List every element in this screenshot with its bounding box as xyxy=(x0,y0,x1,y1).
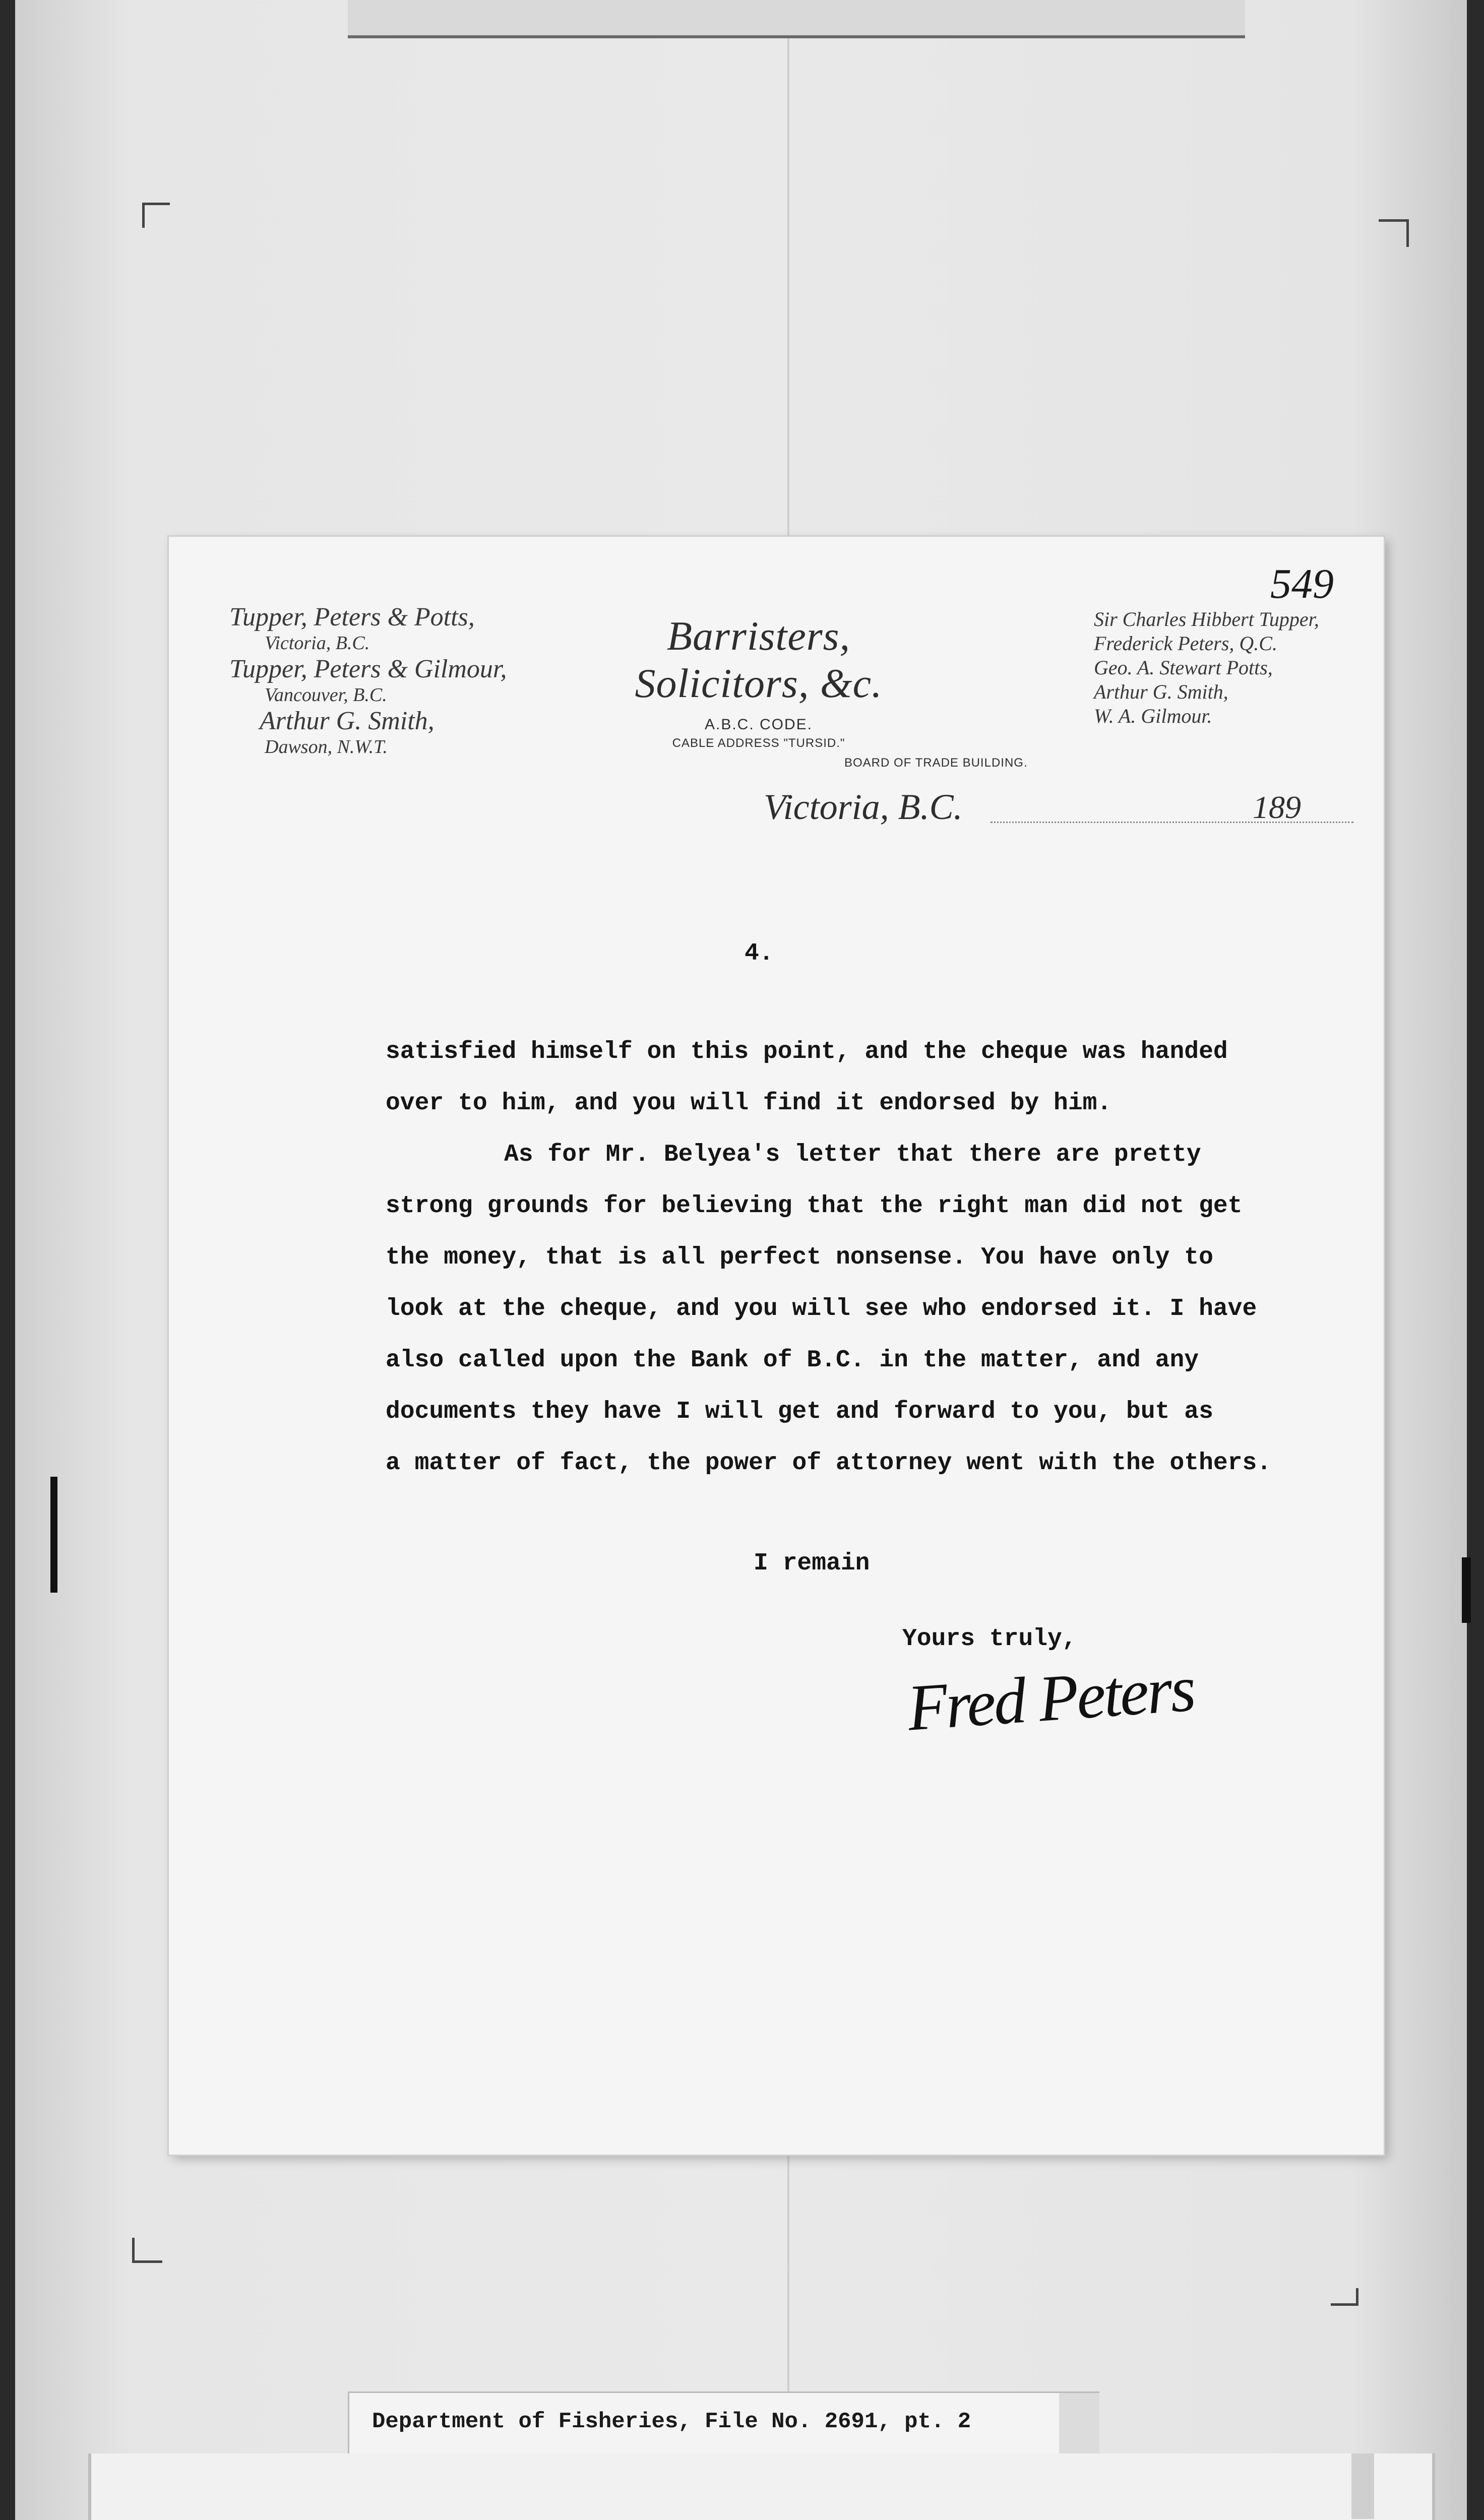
firm-city: Victoria, B.C. xyxy=(265,633,370,654)
edge-mark xyxy=(50,1477,57,1593)
letter-line: look at the cheque, and you will see who endorsed it. I have xyxy=(386,1295,1257,1322)
letterhead-partners xyxy=(1094,607,1356,728)
partner-name: W. A. Gilmour. xyxy=(1094,705,1212,727)
archives-card xyxy=(88,2453,1435,2520)
page-number: 4. xyxy=(745,940,774,967)
partner-name: Frederick Peters, Q.C. xyxy=(1094,632,1277,655)
letterhead-title: Barristers, Solicitors, &c. xyxy=(635,613,883,706)
letterhead-center xyxy=(582,612,935,750)
partner-name: Geo. A. Stewart Potts, xyxy=(1094,656,1273,679)
letterhead-code: A.B.C. CODE. xyxy=(704,716,813,733)
partner-name: Sir Charles Hibbert Tupper, xyxy=(1094,608,1319,631)
firm-name: Tupper, Peters & Gilmour, xyxy=(229,655,507,683)
letter-line: As for Mr. Belyea's letter that there are pretty xyxy=(504,1141,1201,1168)
letterhead-cable: CABLE ADDRESS "TURSID." xyxy=(672,736,845,750)
card-clip xyxy=(1351,2453,1374,2519)
salutation: Yours truly, xyxy=(902,1625,1077,1653)
edge-mark xyxy=(1462,1557,1471,1623)
letter-line: satisfied himself on this point, and the cheque was handed xyxy=(386,1038,1228,1065)
file-label-tab xyxy=(1059,2393,1099,2453)
letter-line: strong grounds for believing that the right man did not get xyxy=(386,1192,1243,1220)
file-label xyxy=(348,2391,1099,2455)
letterhead-place: Victoria, B.C. xyxy=(764,787,963,827)
letter-page xyxy=(169,537,1384,2155)
closing: I remain xyxy=(754,1550,870,1577)
partner-name: Arthur G. Smith, xyxy=(1094,680,1228,703)
letter-line: a matter of fact, the power of attorney went with the others. xyxy=(386,1450,1272,1477)
firm-city: Dawson, N.W.T. xyxy=(265,736,388,758)
corner-crop-mark xyxy=(142,203,170,228)
letter-line: the money, that is all perfect nonsense. You have only to xyxy=(386,1244,1213,1271)
letterhead-year: 189 xyxy=(1253,789,1301,825)
top-paper-edge xyxy=(348,0,1245,38)
folio-number: 549 xyxy=(1270,560,1334,607)
letter-line: documents they have I will get and forward to you, but as xyxy=(386,1398,1213,1425)
firm-name: Tupper, Peters & Potts, xyxy=(229,603,475,632)
letter-line: also called upon the Bank of B.C. in the matter, and any xyxy=(386,1347,1199,1374)
corner-crop-mark xyxy=(1331,2288,1358,2306)
file-label-text: Department of Fisheries, File No. 2691, pt. 2 xyxy=(372,2409,971,2434)
letter-line: over to him, and you will find it endorsed by him. xyxy=(386,1090,1112,1117)
firm-name: Arthur G. Smith, xyxy=(260,707,435,735)
signature: Fred Peters xyxy=(905,1652,1196,1745)
letterhead-firms xyxy=(229,602,512,758)
firm-city: Vancouver, B.C. xyxy=(265,684,387,706)
corner-crop-mark xyxy=(1379,219,1409,247)
letterhead-building: BOARD OF TRADE BUILDING. xyxy=(844,756,1028,770)
corner-crop-mark xyxy=(132,2238,162,2263)
